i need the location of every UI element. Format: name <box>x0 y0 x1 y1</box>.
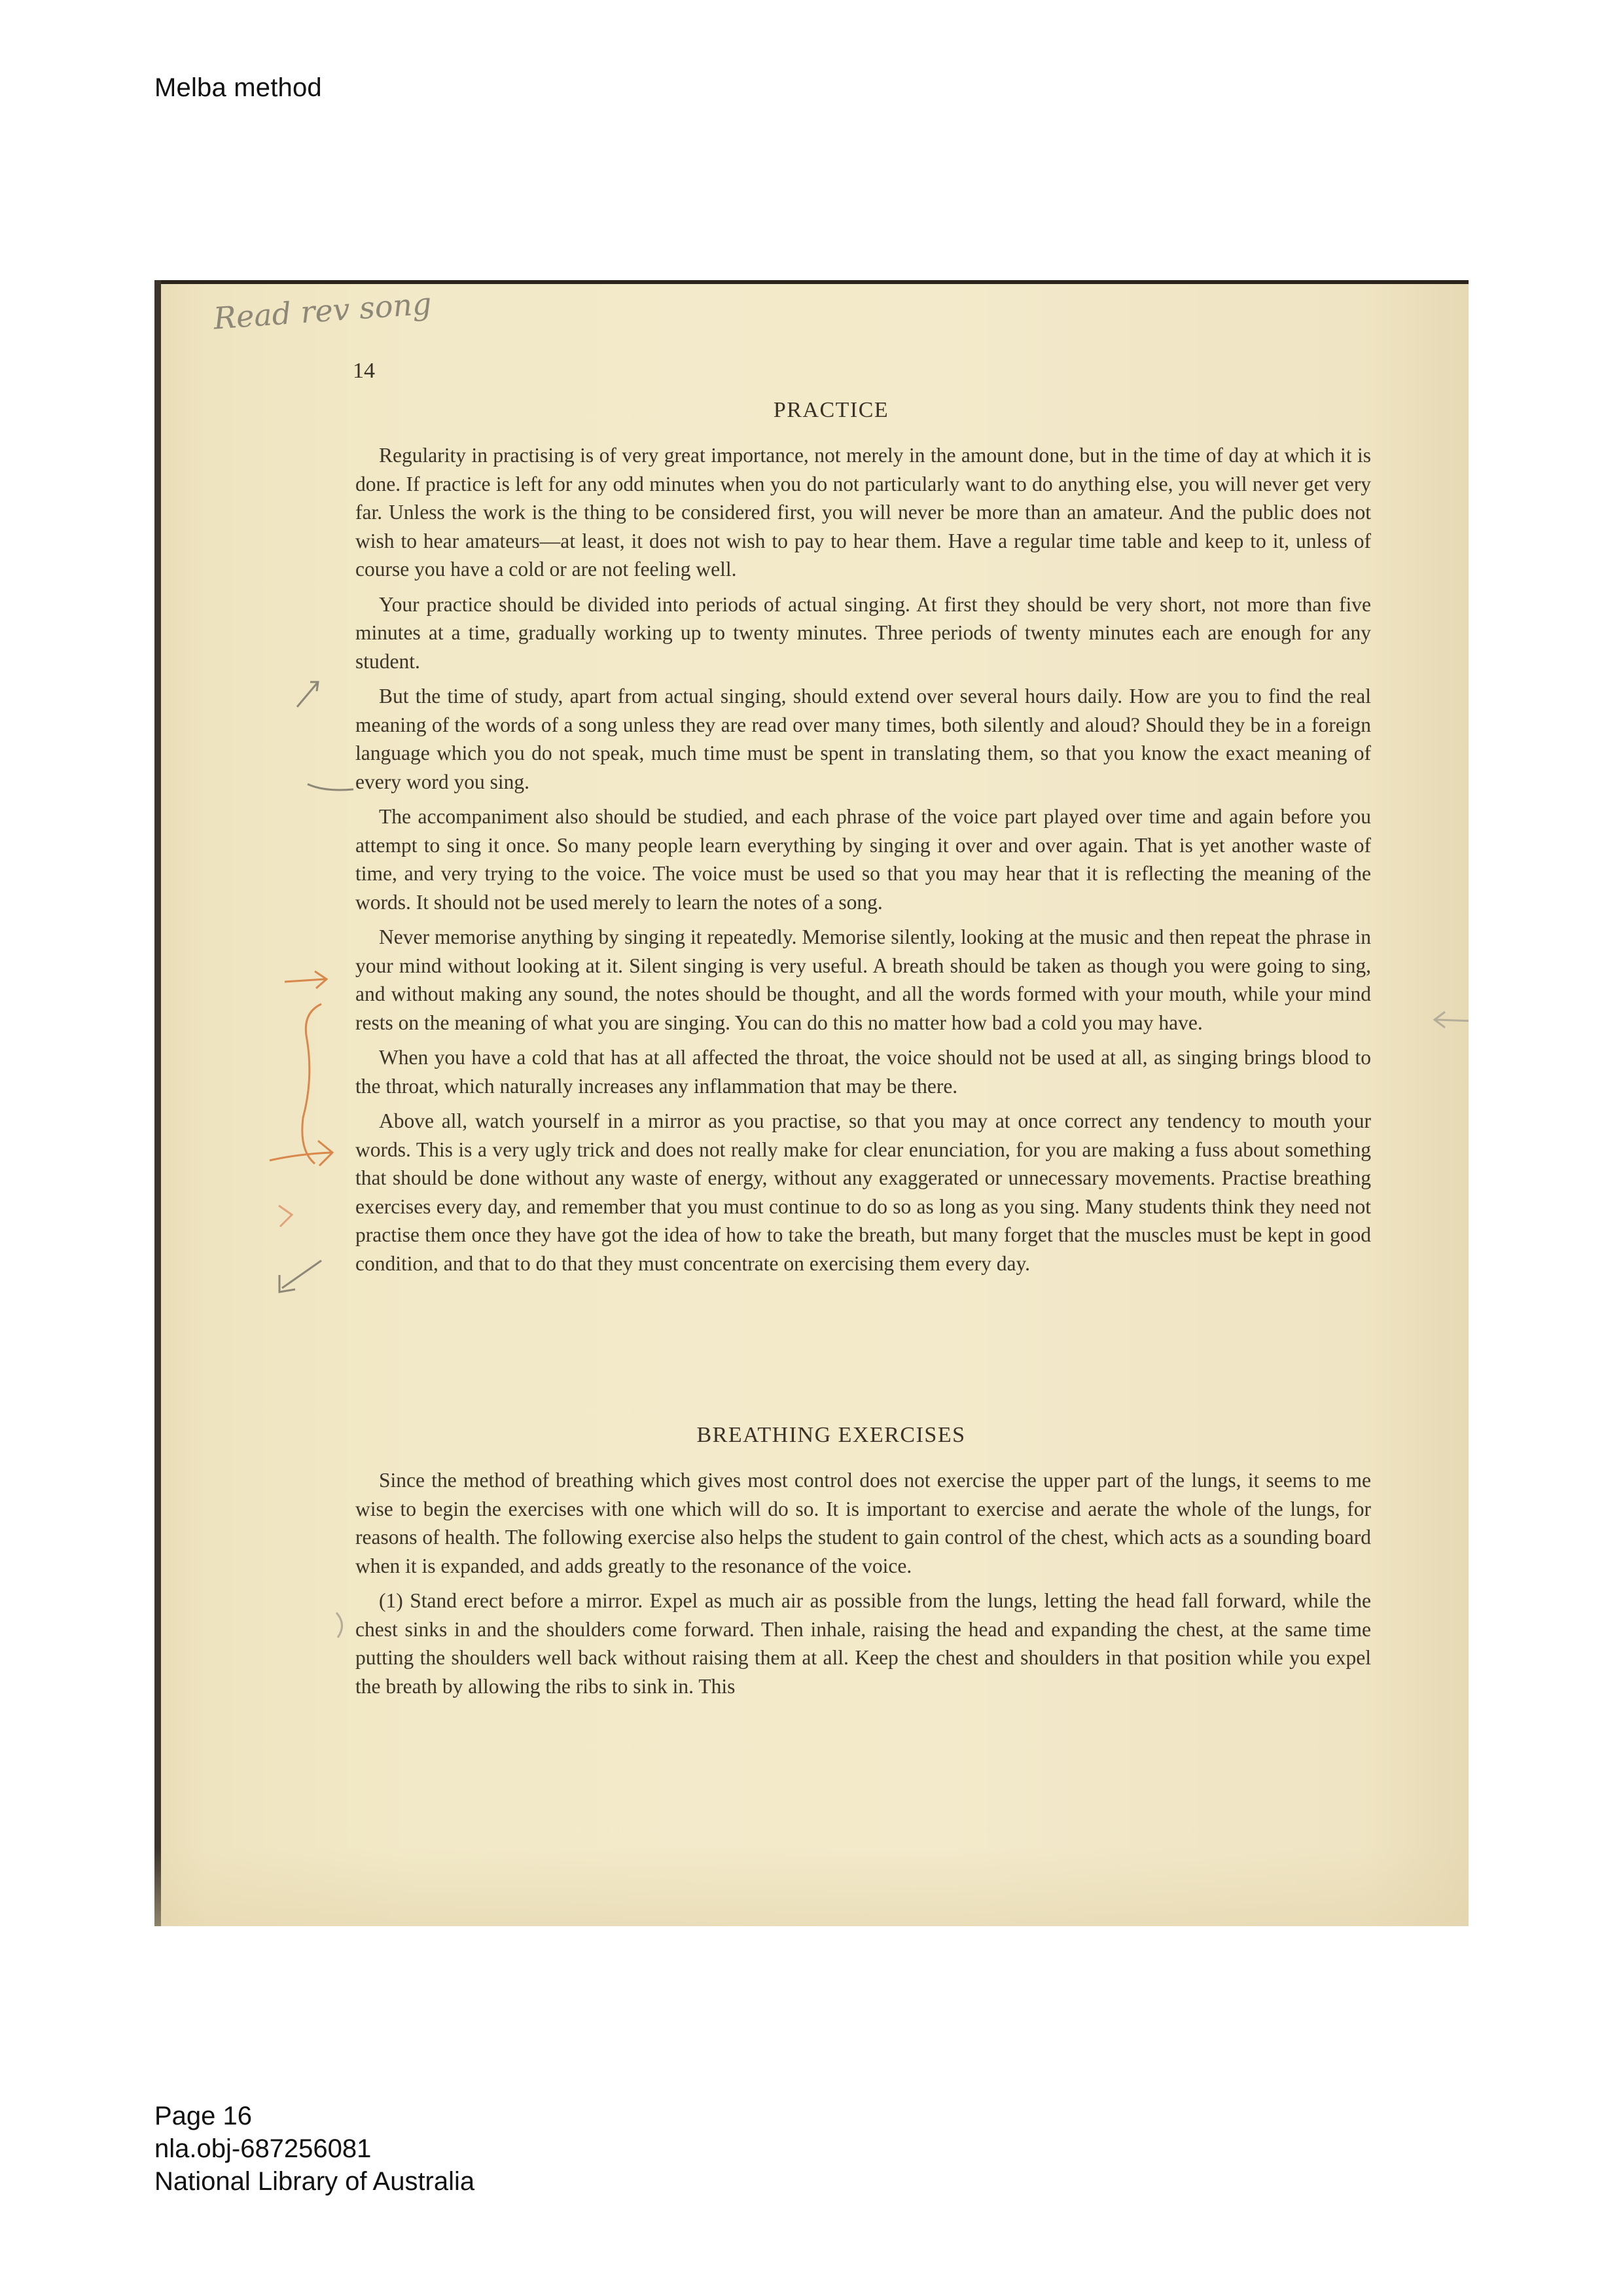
paragraph: Above all, watch yourself in a mirror as you practise, so that you may at once correct any tendency to mouth your words. This is a very ugly trick and does not really make for clear enunciation, for you are making a fuss about something that should be done without any waste of energy, without any exaggerated or unnecessary movements. Practise breathing exercises every day, and remember that you must continue to do so as long as you sing. Many students think they need not practise them once they have got the idea of how to take the breath, but many forget that the muscles must be kept in good condition, and that to do that they must concentrate on exercising them every day. <box>355 1109 1371 1275</box>
pencil-arrow-icon <box>292 673 331 712</box>
section-body-practice <box>355 441 1371 1284</box>
pencil-mark-icon <box>331 1609 351 1641</box>
book-page-number: 14 <box>353 359 375 383</box>
document-footer <box>154 2100 474 2198</box>
paragraph: But the time of study, apart from actual singing, should extend over several hours daily. How are you to find the real meaning of the words of a song unless they are read over many times, both silently and aloud? Should they be in a foreign language which you do not speak, much time must be spent in translating them, so that you know the exact meaning of every word you sing. <box>355 685 1371 793</box>
pencil-arrow-left-icon <box>1431 1007 1469 1033</box>
paragraph: When you have a cold that has at all affected the throat, the voice should not be used at all, as singing brings blood to the throat, which naturally increases any inflammation that may be there. <box>355 1046 1371 1098</box>
document-title: Melba method <box>154 73 322 102</box>
handwritten-note: Read rev song <box>212 285 433 336</box>
paragraph: The accompaniment also should be studied, and each phrase of the voice part played over time and again before you attempt to sing it once. So many people learn everything by singing it over and over again. That is yet another waste of time, and very trying to the voice. The voice must be used so that you may hear that it is reflecting the meaning of the words. It should not be used merely to learn the notes of a song. <box>355 805 1371 914</box>
paragraph: Your practice should be divided into periods of actual singing. At first they should be very short, not more than five minutes at a time, gradually working up to twenty minutes. Three periods of twenty minutes each are enough for any student. <box>355 592 1371 673</box>
paragraph: Since the method of breathing which gives most control does not exercise the upper part of the lungs, it seems to me wise to begin the exercises with one which will do so. It is important to exercise and aerate the whole of the lungs, for reasons of health. The following exercise also helps the student to gain control of the chest, which acts as a sounding board when it is expanded, and adds greatly to the resonance of the voice. <box>355 1469 1371 1577</box>
institution-name: National Library of Australia <box>154 2167 475 2196</box>
paragraph: (1) Stand erect before a mirror. Expel as much air as possible from the lungs, letting the head fall forward, while the chest sinks in and the shoulders come forward. Then inhale, raising the head and expanding the chest, at the same time putting the shoulders well back without raising them at all. Keep the chest and shoulders in that position while you expel the breath by allowing the ribs to sink in. This <box>355 1589 1371 1698</box>
pencil-arrow-icon <box>269 1255 328 1301</box>
page-label: Page 16 <box>154 2102 253 2130</box>
section-title-breathing-exercises: BREATHING EXERCISES <box>696 1423 966 1447</box>
section-title-practice: PRACTICE <box>773 398 889 422</box>
orange-arrow-icon <box>272 1196 312 1236</box>
pencil-dash-icon <box>305 778 357 797</box>
section-body-breathing-exercises <box>355 1466 1371 1707</box>
paragraph: Regularity in practising is of very great importance, not merely in the amount done, but in the time of day at which it is done. If practice is left for any odd minutes when you do not particularly want to do anything else, you will never get very far. Unless the work is the thing to be considered first, you will never be more than an amateur. And the public does not wish to hear amateurs—at least, it does not wish to pay to hear them. Have a regular time table and keep to it, unless of course you have a cold or are not feeling well. <box>355 444 1371 581</box>
orange-arrow-icon <box>266 1134 344 1174</box>
scanned-page <box>154 280 1469 1926</box>
orange-arrow-icon <box>282 967 334 994</box>
object-id: nla.obj-687256081 <box>154 2134 372 2163</box>
paragraph: Never memorise anything by singing it repeatedly. Memorise silently, looking at the music and then repeat the phrase in your mind without looking at it. Silent singing is very useful. A breath should be taken as though you were going to sing, and without making any sound, the notes should be thought, and all the words formed with your mouth, while your mind rests on the meaning of what you are singing. You can do this no matter how bad a cold you may have. <box>355 925 1371 1034</box>
